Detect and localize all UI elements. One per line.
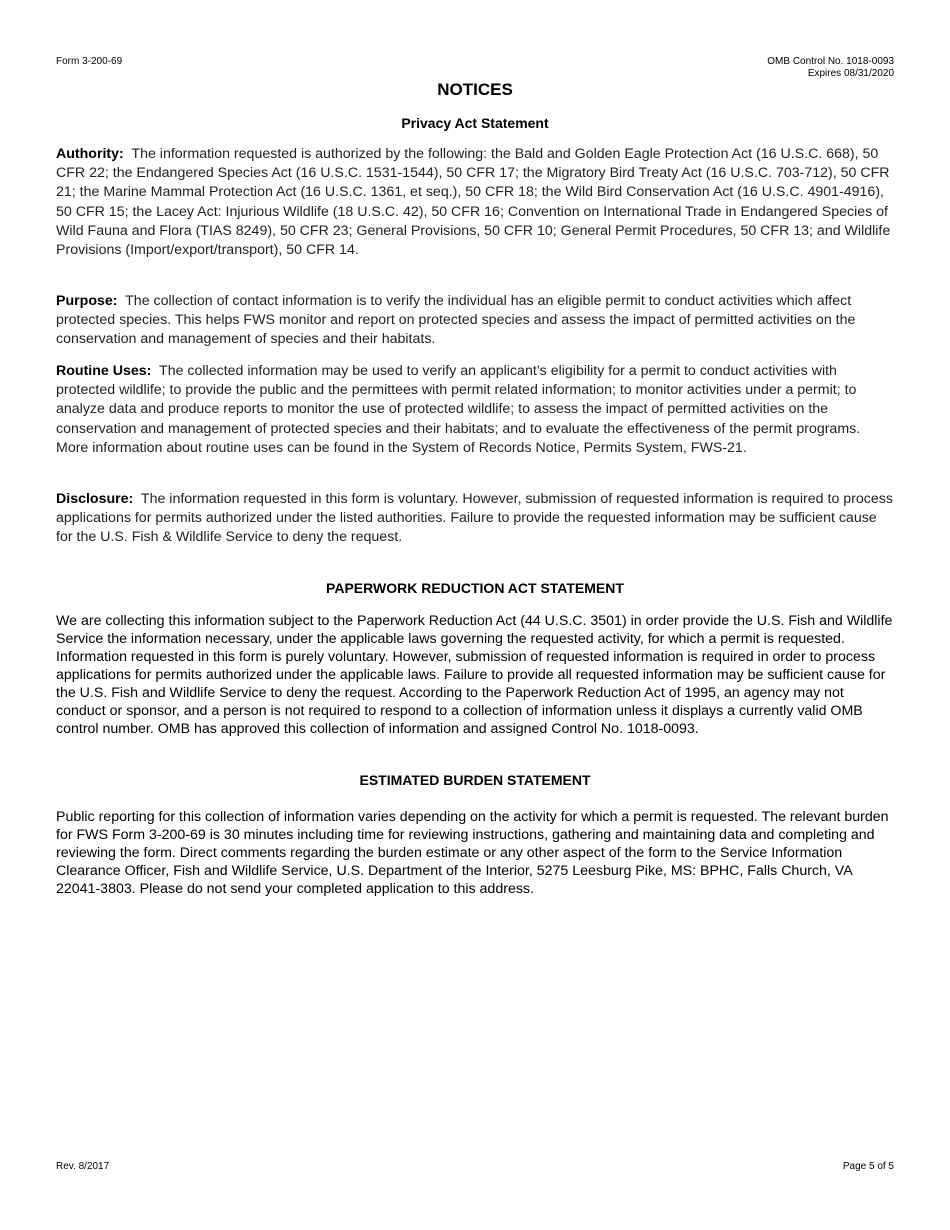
- routine-uses-label: Routine Uses:: [56, 363, 152, 379]
- form-number: Form 3-200-69: [56, 56, 123, 67]
- disclosure-text: The information requested in this form is voluntary. However, submission of requested information is required to process applications for permits authorized under the listed authorities. Failure to provide the requested information may be sufficient cause for the U.S. Fish & Wildlife Service to deny the request.: [56, 491, 893, 546]
- page-title: NOTICES: [437, 80, 513, 99]
- omb-info: [767, 56, 894, 80]
- expiration-date: Expires 08/31/2020: [807, 68, 894, 79]
- disclosure-label: Disclosure:: [56, 491, 134, 507]
- burden-heading: ESTIMATED BURDEN STATEMENT: [359, 772, 591, 788]
- purpose-label: Purpose:: [56, 293, 118, 309]
- revision-date: Rev. 8/2017: [56, 1161, 110, 1172]
- purpose-paragraph: [56, 292, 895, 350]
- paperwork-heading: PAPERWORK REDUCTION ACT STATEMENT: [326, 580, 624, 596]
- burden-text: Public reporting for this collection of information varies depending on the activity for which a permit is requested. The relevant burden for FWS Form 3-200-69 is 30 minutes including time for reviewing instructions, gathering and maintaining data and completing and reviewing the form. Direct comments regarding the burden estimate or any other aspect of the form to the Service Information Clearance Officer, Fish and Wildlife Service, U.S. Department of the Interior, 5275 Leesburg Pike, MS: BPHC, Falls Church, VA 22041-3803. Please do not send your completed application to this address.: [56, 809, 889, 897]
- routine-uses-text: The collected information may be used to verify an applicant’s eligibility for a permit to conduct activities with protected wildlife; to provide the public and the permittees with permit related information; to monitor activities under a permit; to analyze data and produce reports to monitor the use of protected wildlife; to assess the impact of permitted activities on the conservation and management of protected species and their habitats; and to evaluate the effectiveness of the permit programs. More information about routine uses can be found in the System of Records Notice, Permits System, FWS-21.: [56, 363, 861, 456]
- page-number: Page 5 of 5: [842, 1161, 894, 1172]
- authority-label: Authority:: [56, 146, 124, 162]
- purpose-text: The collection of contact information is to verify the individual has an eligible permit to conduct activities which affect protected species. This helps FWS monitor and report on protected species and assess the impact of permitted activities on the conservation and management of species and their habitats.: [56, 293, 856, 348]
- paperwork-text: We are collecting this information subject to the Paperwork Reduction Act (44 U.S.C. 3501) in order provide the U.S. Fish and Wildlife Service the information necessary, under the applicable laws governing the requested activity, for which a permit is requested. Information requested in this form is purely voluntary. However, submission of requested information is required in order to process applications for permits authorized under the applicable laws. Failure to provide all requested information may be sufficient cause for the U.S. Fish and Wildlife Service to deny the request. According to the Paperwork Reduction Act of 1995, an agency may not conduct or sponsor, and a person is not required to respond to a collection of information unless it displays a currently valid OMB control number. OMB has approved this collection of information and assigned Control No. 1018-0093.: [56, 613, 893, 737]
- omb-control-number: OMB Control No. 1018-0093: [767, 56, 894, 67]
- authority-text: The information requested is authorized by the following: the Bald and Golden Eagle Protection Act (16 U.S.C. 668), 50 CFR 22; the Endangered Species Act (16 U.S.C. 1531-1544), 50 CFR 17; the Migratory Bird Treaty Act (16 U.S.C. 703-712), 50 CFR 21; the Marine Mammal Protection Act (16 U.S.C. 1361, et seq.), 50 CFR 18; the Wild Bird Conservation Act (16 U.S.C. 4901-4916), 50 CFR 15; the Lacey Act: Injurious Wildlife (18 U.S.C. 42), 50 CFR 16; Convention on International Trade in Endangered Species of Wild Fauna and Flora (TIAS 8249), 50 CFR 23; General Provisions, 50 CFR 10; General Permit Procedures, 50 CFR 13; and Wildlife Provisions (Import/export/transport), 50 CFR 14.: [56, 146, 891, 259]
- routine-uses-paragraph: [56, 362, 895, 458]
- privacy-act-heading: Privacy Act Statement: [401, 115, 549, 131]
- authority-paragraph: [56, 145, 895, 260]
- disclosure-paragraph: [56, 490, 895, 548]
